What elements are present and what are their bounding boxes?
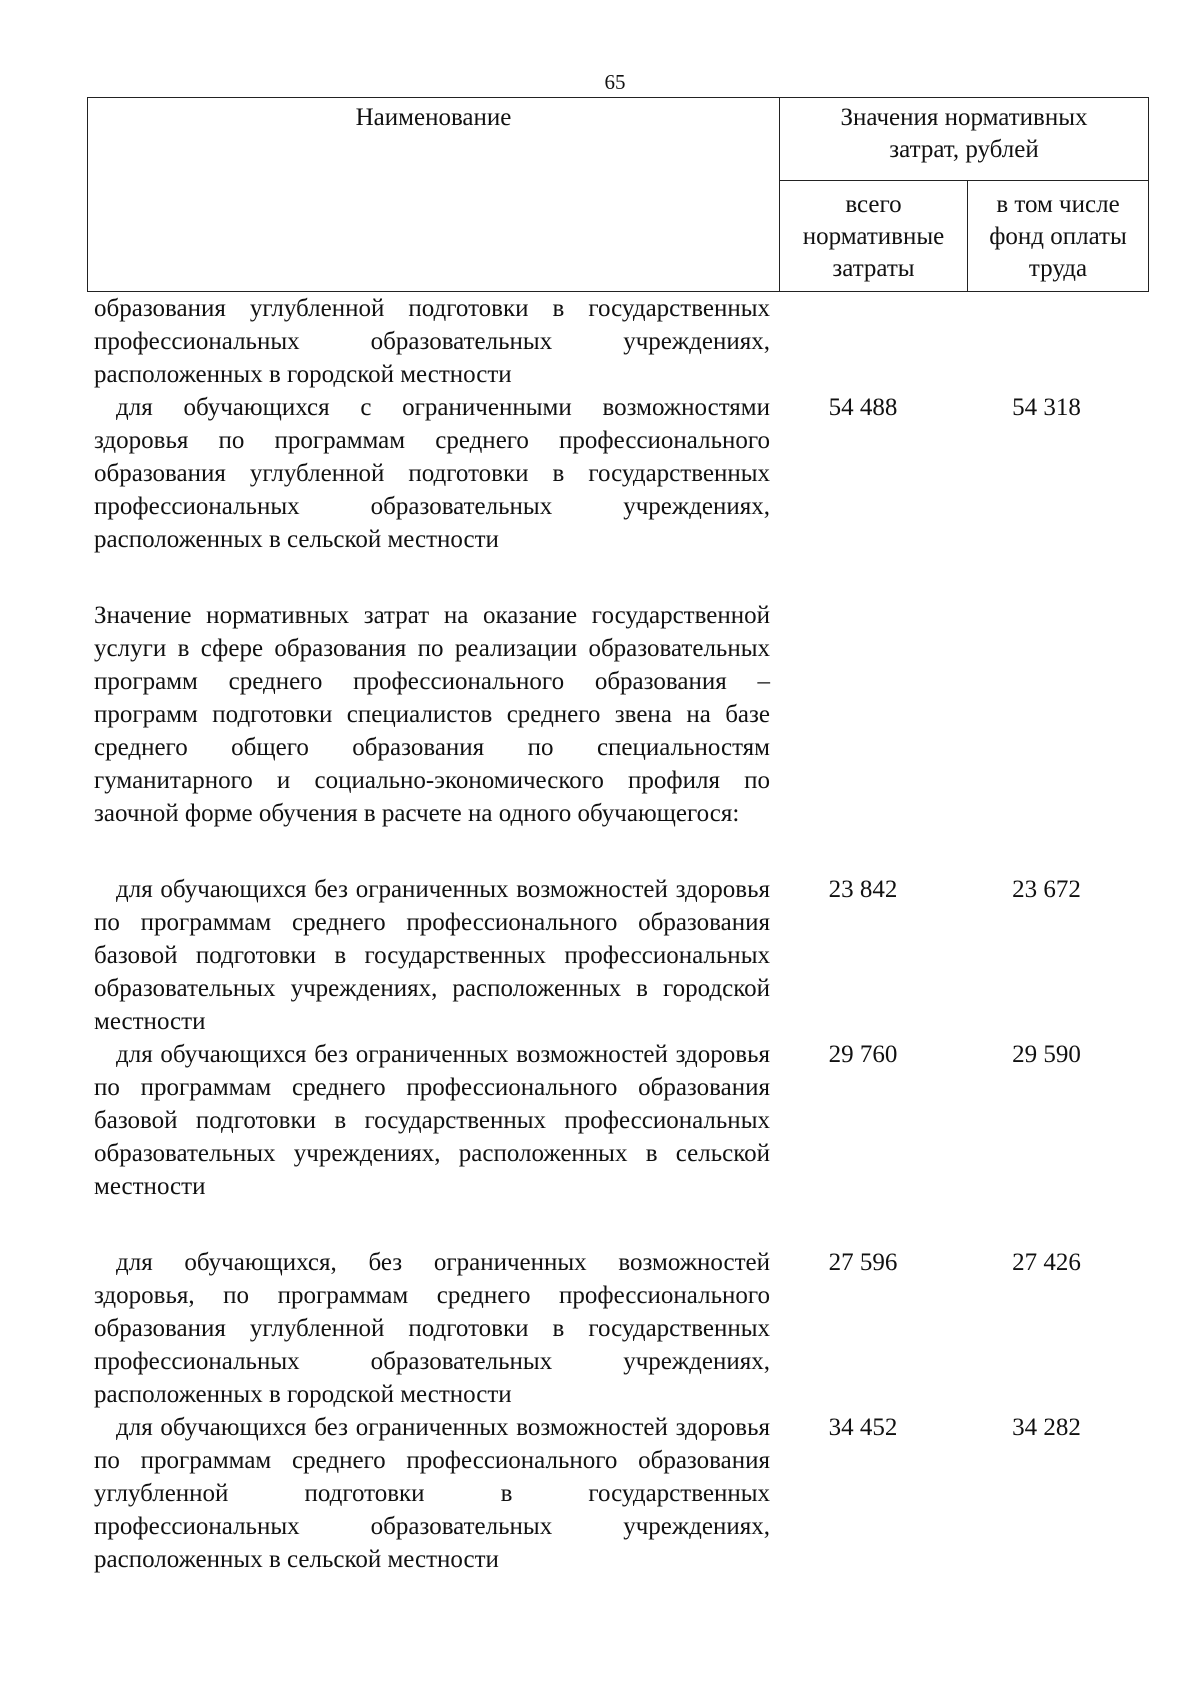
table-body — [94, 292, 1137, 1576]
row-name: для обучающихся с ограниченными возможностями здоровья по программам среднего профессионального образования углубленной подготовки в государственных профессиональных образовательных учреждениях, расположенных в сельской местности — [94, 394, 770, 553]
table-row — [94, 1038, 1137, 1203]
row-fund: 23 672 — [1012, 876, 1081, 903]
row-name: образования углубленной подготовки в государственных профессиональных образовательных учреждениях, расположенных в городской местности — [94, 295, 770, 388]
table-row — [94, 292, 1137, 391]
row-fund: 54 318 — [1012, 394, 1081, 421]
table-header — [87, 97, 1149, 292]
row-name: Значение нормативных затрат на оказание государственной услуги в сфере образования по реализации образовательных программ среднего профессионального образования – программ подготовки специалистов среднего звена на базе среднего общего образования по специальностям гуманитарного и социально-экономического профиля по заочной форме обучения в расчете на одного обучающегося: — [94, 602, 770, 827]
header-name-column: Наименование — [88, 98, 780, 292]
table-row — [94, 873, 1137, 1038]
header-fund-label: в том числе фонд оплаты труда — [989, 191, 1127, 282]
row-fund: 27 426 — [1012, 1249, 1081, 1276]
row-total: 54 488 — [828, 394, 898, 421]
table-row — [94, 1411, 1137, 1576]
row-total: 23 842 — [828, 876, 898, 903]
table-row — [94, 1246, 1137, 1411]
page-number: 65 — [604, 70, 626, 94]
header-total-label: всего нормативные затраты — [802, 191, 945, 282]
row-total: 34 452 — [828, 1414, 898, 1441]
table-row — [94, 391, 1137, 556]
row-fund: 29 590 — [1012, 1041, 1081, 1068]
row-name: для обучающихся без ограниченных возможностей здоровья по программам среднего профессионального образования базовой подготовки в государственных профессиональных образовательных учреждениях, расположенных в городской местности — [94, 876, 770, 1035]
header-values-column — [780, 98, 1149, 181]
header-fund-column — [968, 181, 1149, 292]
row-name: для обучающихся без ограниченных возможностей здоровья по программам среднего профессионального образования базовой подготовки в государственных профессиональных образовательных учреждениях, расположенных в сельской местности — [94, 1041, 770, 1200]
row-fund: 34 282 — [1012, 1414, 1081, 1441]
row-name: для обучающихся без ограниченных возможностей здоровья по программам среднего профессионального образования углубленной подготовки в государственных профессиональных образовательных учреждениях, расположенных в сельской местности — [94, 1414, 770, 1573]
row-total: 27 596 — [828, 1249, 898, 1276]
table-row — [94, 599, 1137, 830]
header-total-column — [780, 181, 968, 292]
header-values-label: Значения нормативных затрат, рублей — [840, 104, 1088, 163]
row-total: 29 760 — [828, 1041, 898, 1068]
row-name: для обучающихся, без ограниченных возможностей здоровья, по программам среднего профессионального образования углубленной подготовки в государственных профессиональных образовательных учреждениях, расположенных в городской местности — [94, 1249, 770, 1408]
